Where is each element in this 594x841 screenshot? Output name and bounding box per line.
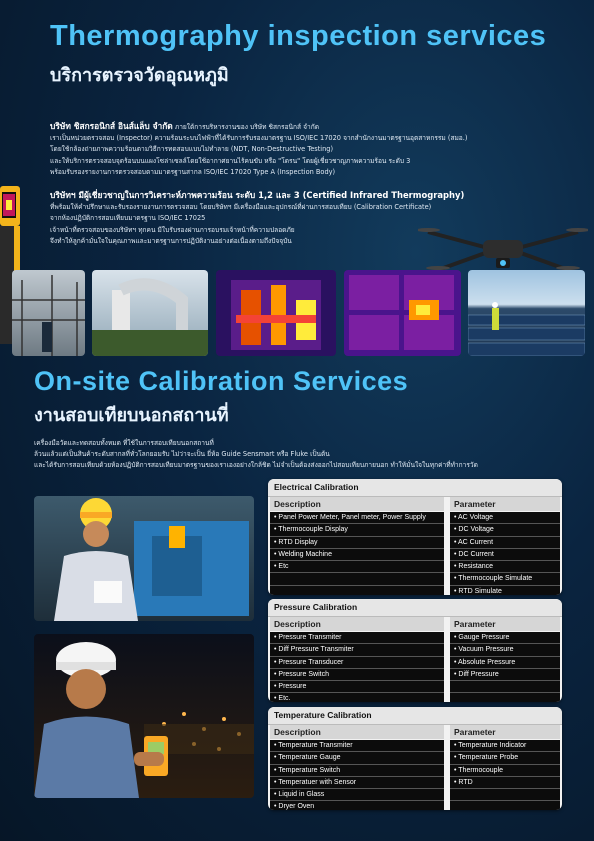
para1-line-1: บริษัท ชิสกรอนิกส์ อินส์แล็บ จำกัด ภายใต้การบริหารงานของ บริษัท ชิสกรอนิกส์ จำกัด bbox=[50, 121, 319, 131]
temperature-description-list bbox=[270, 740, 444, 810]
list-item: • Temperature Transmiter bbox=[270, 740, 444, 752]
thermal-image-solar-panel bbox=[344, 270, 461, 356]
para1-line-5: พร้อมรับรองรายงานการตรวจสอบตามมาตรฐานสากล ISO/IEC 17020 Type A (Inspection Body) bbox=[50, 167, 336, 176]
electrical-parameter-list bbox=[450, 512, 560, 595]
calibration-title-th: งานสอบเทียบนอกสถานที่ bbox=[34, 405, 229, 426]
para1-line-3: โดยใช้กล้องถ่ายภาพความร้อนตามวิธีการทดสอบแบบไม่ทำลาย (NDT, Non-Destructive Testing) bbox=[50, 145, 334, 154]
list-item: • Absolute Pressure bbox=[450, 657, 560, 669]
list-item: • RTD Simulate bbox=[450, 586, 560, 595]
calib-line-1: เครื่องมือวัดและทดสอบทั้งหมด ที่ใช้ในการสอบเทียบนอกสถานที่ bbox=[34, 439, 214, 447]
list-item: • Temperatuer with Sensor bbox=[270, 777, 444, 789]
list-item: • Dryer Oven bbox=[270, 801, 444, 810]
calibration-paragraph bbox=[34, 438, 478, 472]
list-item: • Temperature Indicator bbox=[450, 740, 560, 752]
electrical-calibration-title: Electrical Calibration bbox=[268, 479, 562, 497]
list-item: • RTD bbox=[450, 777, 560, 789]
list-item: • Liquid in Glass bbox=[270, 789, 444, 801]
pressure-calibration-card bbox=[268, 599, 562, 702]
para2-line-1: บริษัทฯ มีผู้เชี่ยวชาญในการวิเคราะห์ภาพความร้อน ระดับ 1,2 และ 3 (Certified Infrared Thermography) bbox=[50, 190, 465, 200]
pressure-description-list bbox=[270, 632, 444, 702]
list-item: • Diff Pressure bbox=[450, 669, 560, 681]
list-item: • Thermocouple bbox=[450, 765, 560, 777]
calib-line-2: ล้วนแล้วแต่เป็นสินค้าระดับสากลที่ทั่วโลกยอมรับ ไม่ว่าจะเป็น ยี่ห้อ Guide Sensmart หรือ Fluke เป็นต้น bbox=[34, 450, 330, 459]
para2-line-2: ที่พร้อมให้คำปรึกษาและรับรองรายงานการตรวจสอบ โดยบริษัทฯ มีเครื่องมือและอุปกรณ์ที่ผ่านการสอบเทียบ (Calibration Certificate) bbox=[50, 203, 432, 212]
para1-line-2: เราเป็นหน่วยตรวจสอบ (Inspector) ความร้อนระบบไฟฟ้าที่ได้รับการรับรองมาตรฐาน ISO/IEC 17020 จากสำนักงานมาตรฐานอุตสาหกรรม (สมอ.) bbox=[50, 134, 468, 143]
list-item: • Temperature Gauge bbox=[270, 752, 444, 764]
list-item: • Vacuum Pressure bbox=[450, 644, 560, 656]
thermography-expert-paragraph bbox=[50, 190, 464, 247]
list-item: • DC Current bbox=[450, 549, 560, 561]
list-item: • Resistance bbox=[450, 561, 560, 573]
thermography-intro-paragraph bbox=[50, 121, 467, 178]
list-item: • Welding Machine bbox=[270, 549, 444, 561]
pressure-parameter-header: Parameter bbox=[450, 617, 560, 631]
list-item bbox=[450, 789, 560, 801]
calib-line-3: และได้รับการสอบเทียบด้วยห้องปฏิบัติการสอบเทียบมาตรฐานของเราเองอย่างใกล้ชิด ไม่จำเป็นต้องส่งออกไปสอบเทียบภายนอก ทำให้มั่นใจในทุกค่าที่ทำการวัด bbox=[34, 461, 478, 470]
list-item: • Temperature Switch bbox=[270, 765, 444, 777]
para2-line-5: จึงทำให้ลูกค้ามั่นใจในคุณภาพและมาตรฐานการปฏิบัติงานอย่างต่อเนื่องตามถึงปัจจุบัน bbox=[50, 236, 292, 245]
technician-panel-photo bbox=[34, 496, 254, 621]
solar-farm-photo bbox=[468, 270, 585, 356]
list-item: • Gauge Pressure bbox=[450, 632, 560, 644]
temperature-parameter-list bbox=[450, 740, 560, 810]
list-item bbox=[270, 586, 444, 595]
list-item: • Etc. bbox=[270, 693, 444, 702]
temperature-parameter-header: Parameter bbox=[450, 725, 560, 739]
list-item: • DC Voltage bbox=[450, 524, 560, 536]
list-item: • RTD Display bbox=[270, 537, 444, 549]
list-item: • Diff Pressure Transmiter bbox=[270, 644, 444, 656]
list-item: • Thermocouple Display bbox=[270, 524, 444, 536]
temperature-calibration-card bbox=[268, 707, 562, 810]
list-item: • Pressure Transducer bbox=[270, 657, 444, 669]
electrical-parameter-header: Parameter bbox=[450, 497, 560, 511]
list-item bbox=[450, 693, 560, 702]
thermography-title: Thermography inspection services bbox=[50, 20, 547, 52]
list-item: • Pressure Transmiter bbox=[270, 632, 444, 644]
list-item: • AC Current bbox=[450, 537, 560, 549]
list-item: • AC Voltage bbox=[450, 512, 560, 524]
substation-photo bbox=[12, 270, 85, 356]
pressure-calibration-title: Pressure Calibration bbox=[268, 599, 562, 617]
list-item: • Panel Power Meter, Panel meter, Power Supply bbox=[270, 512, 444, 524]
calibration-title: On-site Calibration Services bbox=[34, 366, 409, 396]
list-item: • Thermocouple Simulate bbox=[450, 573, 560, 585]
list-item: • Temperature Probe bbox=[450, 752, 560, 764]
electrical-description-list bbox=[270, 512, 444, 595]
para2-line-3: จากห้องปฏิบัติการสอบเทียบมาตรฐาน ISO/IEC 17025 bbox=[50, 214, 206, 223]
technician-night-photo bbox=[34, 634, 254, 798]
thermography-title-th: บริการตรวจวัดอุณหภูมิ bbox=[50, 65, 229, 86]
pressure-description-header: Description bbox=[270, 617, 444, 631]
list-item bbox=[270, 573, 444, 585]
para2-line-4: เจ้าหน้าที่ตรวจสอบของบริษัทฯ ทุกคน มีใบรับรองผ่านการอบรมเจ้าหน้าที่ความปลอดภัย bbox=[50, 225, 295, 234]
list-item bbox=[450, 801, 560, 810]
list-item: • Pressure bbox=[270, 681, 444, 693]
temperature-calibration-title: Temperature Calibration bbox=[268, 707, 562, 725]
thermal-image-structure bbox=[216, 270, 336, 356]
para1-line-4: และให้บริการตรวจสอบจุดร้อนบนแผงโซล่าเซลล์โดยใช้อากาศยานไร้คนขับ หรือ "โดรน" โดยผู้เชี่ยวชาญภาพความร้อน ระดับ 3 bbox=[50, 156, 411, 165]
list-item bbox=[450, 681, 560, 693]
electrical-calibration-card bbox=[268, 479, 562, 595]
temperature-description-header: Description bbox=[270, 725, 444, 739]
pipeline-photo bbox=[92, 270, 208, 356]
list-item: • Pressure Switch bbox=[270, 669, 444, 681]
list-item: • Etc bbox=[270, 561, 444, 573]
electrical-description-header: Description bbox=[270, 497, 444, 511]
pressure-parameter-list bbox=[450, 632, 560, 702]
